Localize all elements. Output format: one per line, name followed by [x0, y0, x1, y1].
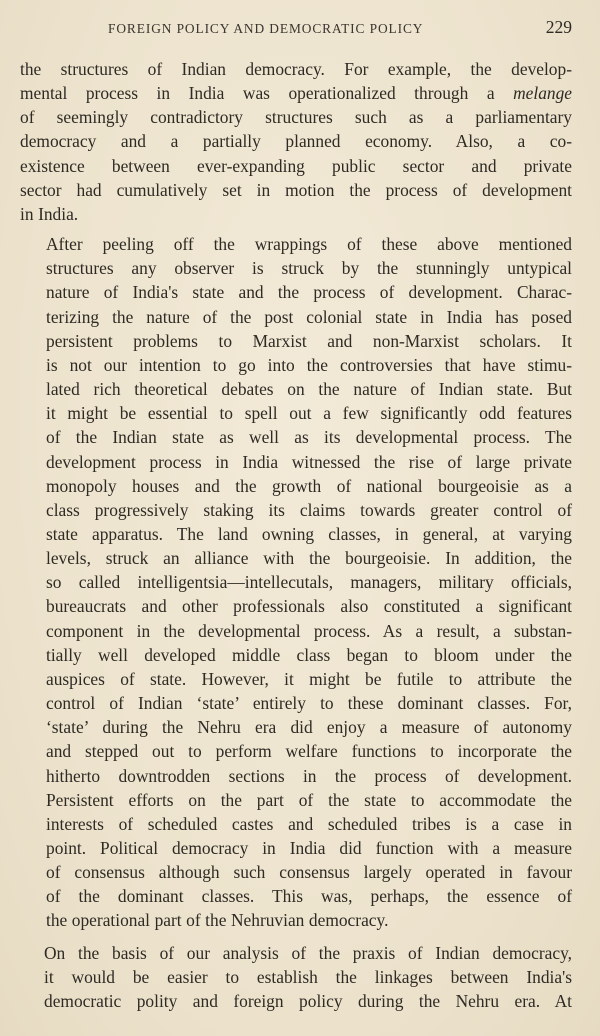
text-line: mental process in India was operationalized through a melange	[20, 83, 572, 104]
text-line: After peeling off the wrappings of these above mentioned	[46, 234, 572, 255]
text-line: of the dominant classes. This was, perhaps, the essence of	[46, 886, 572, 907]
text-line: point. Political democracy in India did function with a measure	[46, 838, 572, 858]
paragraph-1	[20, 57, 572, 226]
text-line: nature of India's state and the process of development. Charac-	[46, 282, 572, 303]
text-line: is not our intention to go into the controversies that have stimu-	[46, 354, 572, 375]
running-header	[20, 17, 572, 47]
text-line: control of Indian ‘state’ entirely to these dominant classes. For,	[46, 693, 572, 714]
text-line: tially well developed middle class began to bloom under the	[46, 644, 572, 665]
text-line: it might be essential to spell out a few significantly odd features	[46, 403, 572, 424]
text-line: auspices of state. However, it might be futile to attribute the	[46, 668, 572, 689]
text-line: interests of scheduled castes and scheduled tribes is a case in	[46, 813, 572, 834]
text-line: bureaucrats and other professionals also constituted a significant	[46, 596, 572, 617]
text-line: democracy and a partially planned economy. Also, a co-	[20, 131, 572, 152]
text-line: hitherto downtrodden sections in the process of development.	[46, 765, 572, 786]
text-line: structures any observer is struck by the stunningly untypical	[46, 258, 572, 279]
paragraph-2	[20, 232, 572, 933]
text-line: persistent problems to Marxist and non-Marxist scholars. It	[46, 330, 572, 351]
text-line: class progressively staking its claims towards greater control of	[46, 499, 572, 520]
text-line: of seemingly contradictory structures such as a parliamentary	[20, 107, 572, 128]
text-line: component in the developmental process. As a result, a substan-	[46, 620, 572, 641]
text-line: monopoly houses and the growth of national bourgeoisie as a	[46, 475, 572, 496]
text-line: in India.	[20, 203, 79, 224]
paragraph-3	[20, 941, 572, 1013]
text-line: the structures of Indian democracy. For example, the develop-	[20, 59, 572, 79]
text-line: of the Indian state as well as its developmental process. The	[46, 427, 572, 448]
text-line: democratic polity and foreign policy during the Nehru era. At	[44, 990, 572, 1011]
page-number: 229	[545, 17, 572, 37]
text-line: levels, struck an alliance with the bourgeoisie. In addition, the	[46, 548, 572, 569]
text-line: development process in India witnessed the rise of large private	[46, 451, 572, 472]
text-line: lated rich theoretical debates on the nature of Indian state. But	[46, 379, 572, 400]
italic-term: melange	[513, 83, 572, 104]
text-line: of consensus although such consensus largely operated in favour	[46, 862, 572, 883]
text-line: On the basis of our analysis of the praxis of Indian democracy,	[44, 942, 572, 963]
text-line: the operational part of the Nehruvian democracy.	[46, 910, 389, 931]
text-line: so called intelligentsia—intellecutals, managers, military officials,	[46, 572, 572, 593]
text-line: existence between ever-expanding public sector and private	[20, 155, 572, 176]
text-line: it would be easier to establish the linkages between India's	[44, 966, 572, 987]
text-line: state apparatus. The land owning classes, in general, at varying	[46, 523, 572, 544]
text-line: and stepped out to perform welfare functions to incorporate the	[46, 741, 572, 762]
text-line: ‘state’ during the Nehru era did enjoy a measure of autonomy	[46, 717, 572, 738]
text-line: Persistent efforts on the part of the state to accommodate the	[46, 789, 572, 810]
text-line: sector had cumulatively set in motion the process of development	[20, 179, 572, 200]
running-title: FOREIGN POLICY AND DEMOCRATIC POLICY	[108, 21, 424, 36]
text-line: terizing the nature of the post colonial state in India has posed	[46, 306, 572, 327]
